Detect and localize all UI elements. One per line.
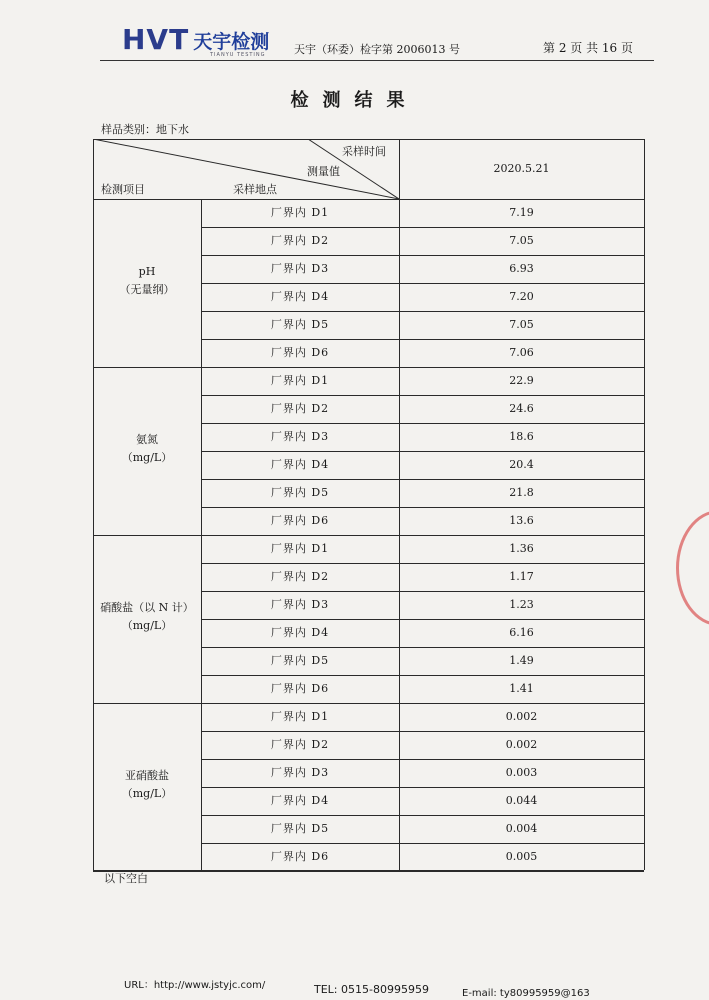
test-item-unit: （mg/L） [121,619,173,632]
header-sampling-time: 采样时间 [342,145,386,158]
value-cell: 13.6 [509,514,534,527]
value-cell: 6.93 [509,262,534,275]
page-title: 检测结果 [290,90,419,111]
report-number: 天宇（环委）检字第 2006013 号 [294,43,460,56]
header-measured-value: 测量值 [307,165,340,178]
value-cell: 21.8 [509,486,534,499]
results-table [93,139,644,870]
sample-category: 样品类别：地下水 [101,123,189,136]
location-cell: 厂界内 D4 [270,626,330,639]
test-item-name: 硝酸盐（以 N 计） [100,601,194,614]
header-date: 2020.5.21 [493,162,550,175]
value-cell: 1.36 [509,542,534,555]
location-cell: 厂界内 D5 [270,318,330,331]
test-item-name: 氨氮 [136,433,158,446]
location-cell: 厂界内 D3 [270,766,330,779]
test-item-unit: （mg/L） [121,451,173,464]
test-item-name: 亚硝酸盐 [125,769,169,782]
test-item-unit: （无量纲） [119,283,175,296]
location-cell: 厂界内 D1 [270,542,330,555]
test-item-unit: （mg/L） [121,787,173,800]
location-cell: 厂界内 D1 [270,374,330,387]
footer-email: E-mail: ty80995959@163 [462,988,590,999]
value-cell: 22.9 [509,374,534,387]
value-cell: 1.23 [509,598,534,611]
location-cell: 厂界内 D6 [270,346,330,359]
value-cell: 7.20 [509,290,534,303]
table-rule [93,139,644,140]
value-cell: 1.49 [509,654,534,667]
logo-latin: HVT [122,23,190,56]
blank-below-note: 以下空白 [104,872,148,885]
red-seal-stamp [676,510,709,626]
value-cell: 20.4 [509,458,534,471]
location-cell: 厂界内 D5 [270,486,330,499]
location-cell: 厂界内 D2 [270,402,330,415]
table-rule [644,139,645,870]
value-cell: 1.41 [509,682,534,695]
value-cell: 18.6 [509,430,534,443]
location-cell: 厂界内 D4 [270,794,330,807]
location-cell: 厂界内 D6 [270,514,330,527]
header-test-item: 检测项目 [101,183,145,196]
value-cell: 6.16 [509,626,534,639]
location-cell: 厂界内 D2 [270,738,330,751]
location-cell: 厂界内 D3 [270,598,330,611]
value-cell: 7.05 [509,234,534,247]
value-cell: 0.003 [505,766,538,779]
location-cell: 厂界内 D5 [270,822,330,835]
logo-subtext: TIANYU TESTING [210,52,266,58]
location-cell: 厂界内 D2 [270,570,330,583]
location-cell: 厂界内 D1 [270,206,330,219]
location-cell: 厂界内 D4 [270,458,330,471]
table-rule [93,139,94,870]
value-cell: 7.05 [509,318,534,331]
value-cell: 7.06 [509,346,534,359]
logo-chinese: 天宇检测 [193,31,270,53]
location-cell: 厂界内 D5 [270,654,330,667]
footer-phone: TEL: 0515-80995959 [314,983,429,996]
header-rule [100,60,654,61]
table-rule [93,871,644,872]
location-cell: 厂界内 D2 [270,234,330,247]
value-cell: 7.19 [509,206,534,219]
value-cell: 0.002 [505,710,538,723]
footer-url: URL：http://www.jstyjc.com/ [124,980,266,991]
location-cell: 厂界内 D6 [270,682,330,695]
value-cell: 0.004 [505,822,538,835]
location-cell: 厂界内 D1 [270,710,330,723]
company-logo [122,22,269,54]
value-cell: 24.6 [509,402,534,415]
location-cell: 厂界内 D3 [270,262,330,275]
test-item-name: pH [138,265,156,278]
header-sampling-location: 采样地点 [233,183,277,196]
location-cell: 厂界内 D4 [270,290,330,303]
location-cell: 厂界内 D6 [270,850,330,863]
value-cell: 0.005 [505,850,538,863]
value-cell: 1.17 [509,570,534,583]
value-cell: 0.044 [505,794,538,807]
value-cell: 0.002 [505,738,538,751]
location-cell: 厂界内 D3 [270,430,330,443]
page-number: 第 2 页 共 16 页 [543,41,633,55]
